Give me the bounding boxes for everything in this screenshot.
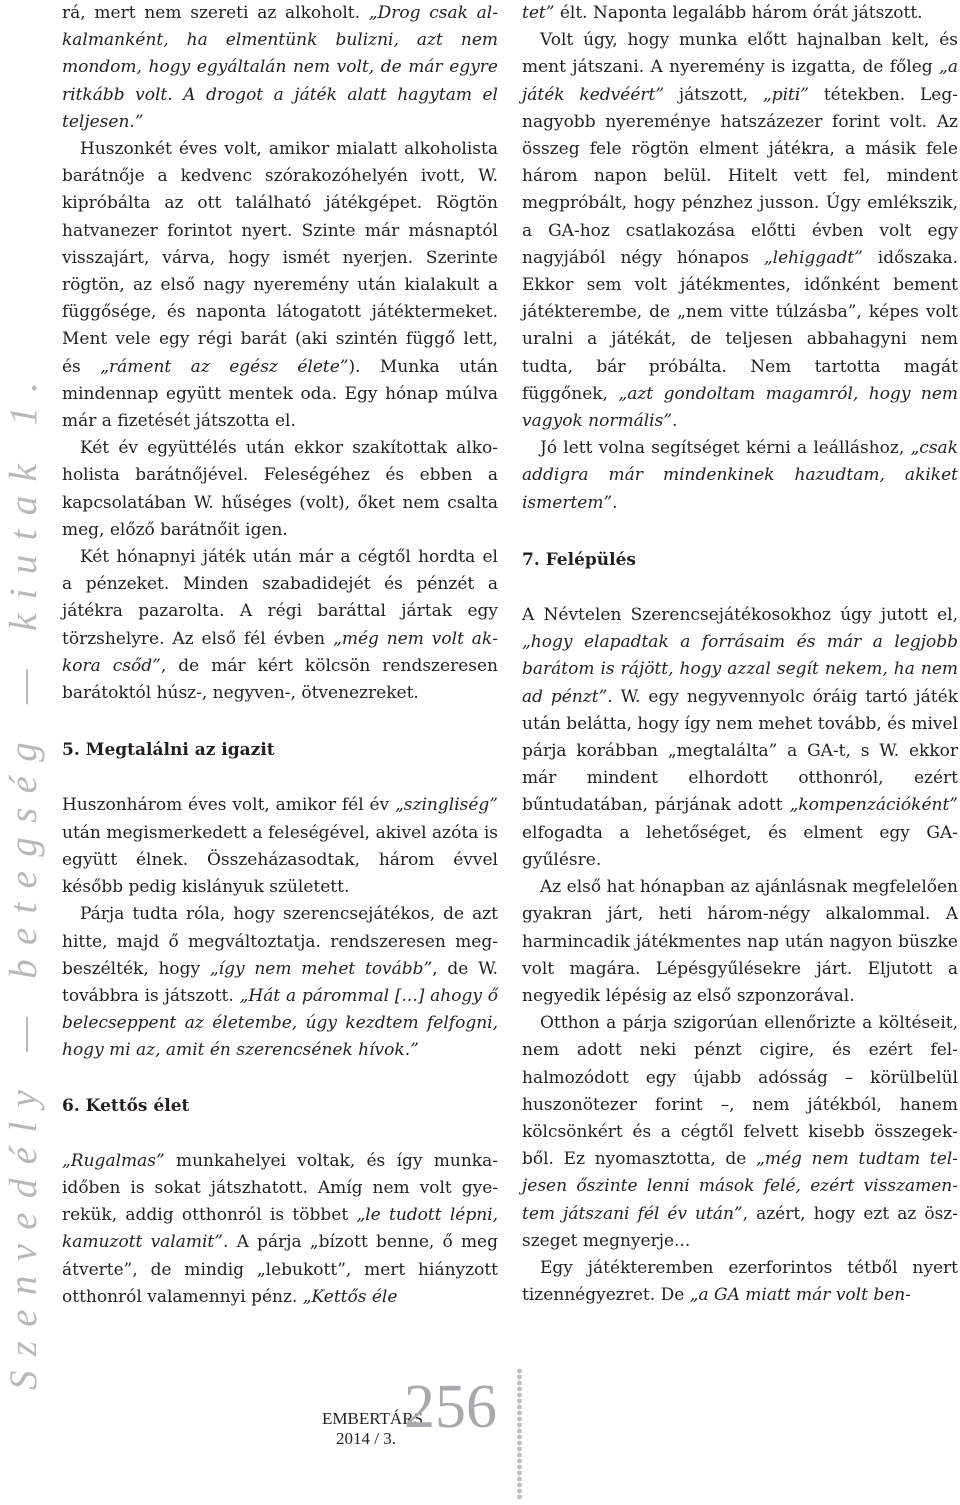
paragraph: Huszonkét éves volt, amikor mialatt alkoholista barátnője a kedvenc szórakozóhelyén ivott, W. kipróbálta az ott található játékgépet. Rögtön hatvanezer forintot nyert. Szinte már másnaptól visszajárt, várva, hogy ismét nyerjen. Szerinte rögtön, az első nagy nyeremény után kialakult a függősége, és naponta látogatott játéktermeket. Ment vele egy régi barát (aki szintén függő lett, és „ráment az egész élete”). Munka után mindennap együtt mentek oda. Egy hónap múlva már a fizetését játszotta el.	[62, 139, 498, 432]
dotted-divider	[515, 1368, 524, 1500]
paragraph: Jó lett volna segítséget kérni a leálláshoz, „csak addigra már mindenkinek hazudtam, akiket ismertem”.	[522, 438, 958, 513]
paragraph: Egy játékteremben ezerforintos tétből nyert tizennégyezret. De „a GA miatt már volt ben-	[522, 1257, 958, 1306]
paragraph: tet” élt. Naponta legalább három órát játszott.	[522, 3, 923, 23]
paragraph: Két hónapnyi játék után már a cégtől hordta el a pénzeket. Minden szabadidejét és pénzét a játékra pazarolta. A régi baráttal jártak egy törzshelyre. Az első fél évben „még nem volt akkora csőd”, de már kért kölcsön rendszeresen barátoktól húsz-, negyven-, ötvenezreket.	[62, 547, 498, 704]
paragraph: „Rugalmas” munkahelyei voltak, és így munkaidőben is sokat játszhatott. Amíg nem volt gyerekük, addig otthonról is többet „le tudott lépni, kamuzott valamit”. A párja „bízott benne, ő meg átverte”, de mindig „lebukott”, mert hiányzott otthonról valamennyi pénz. „Kettős éle	[62, 1150, 499, 1307]
paragraph: A Névtelen Szerencsejátékosokhoz úgy jutott el, „hogy elapadtak a forrásaim és már a legjobb barátom is rájött, hogy azzal segít nekem, ha nem ad pénzt”. W. egy negyvennyolc óráig tartó játék után belátta, hogy így nem mehet tovább, és mivel párja korábban „megtalálta” a GA-t, s W. ekkor már mindent elhordott otthonról, ezért bűntudatában, párjának adott „kompenzációként” elfogadta a lehetőséget, és elment egy GA-gyűlésre.	[522, 605, 958, 870]
section-heading-6: 6. Kettős élet	[62, 1095, 190, 1116]
section-heading-5: 5. Megtalálni az igazit	[62, 740, 275, 761]
running-side-title: Szenvedély — betegség — kiutak 1.	[2, 367, 45, 1390]
journal-name: EMBERTÁRS	[322, 1409, 423, 1428]
paragraph: Párja tudta róla, hogy szerencsejátékos, de azt hitte, majd ő megváltoztatja. rendszeresen megbeszélték, hogy „így nem mehet tovább”, de W. továbbra is játszott. „Hát a párommal [...] ahogy ő belecseppent az életembe, úgy kezdtem felfogni, hogy mi az, amit én szerencsének hívok.”	[62, 904, 498, 1061]
journal-issue: 2014 / 3.	[336, 1429, 396, 1448]
paragraph: Két év együttélés után ekkor szakítottak alkoholista barátnőjével. Feleségéhez és ebben a kapcsolatában W. hűséges (volt), őket nem csalta meg, előző barátnőit igen.	[62, 438, 498, 540]
right-column	[522, 0, 958, 1309]
page-number: 256	[404, 1373, 497, 1441]
paragraph: Az első hat hónapban az ajánlásnak megfelelően gyakran járt, heti három-négy alkalommal. A harmincadik játékmentes nap után nagyon büszke volt magára. Lépésgyűlésekre járt. Eljutott a negyedik lépésig az első szponzorával.	[522, 877, 959, 1006]
journal-info	[322, 1409, 423, 1449]
paragraph: rá, mert nem szereti az alkoholt. „Drog csak alkalmanként, ha elmentünk bulizni, azt nem mondom, hogy egyáltalán nem volt, de már egyre ritkább volt. A drogot a játék alatt hagytam el teljesen.”	[62, 3, 498, 132]
paragraph: Volt úgy, hogy munka előtt hajnalban kelt, és ment játszani. A nyeremény is izgatta, de főleg „a játék kedvéért” játszott, „piti” tétekben. Legnagyobb nyereménye hatszázezer forint volt. Az összeg fele rögtön elment játékra, a másik fele három napon belül. Hitelt vett fel, mindent megpróbált, hogy pénzhez jusson. Úgy emlékszik, a GA-hoz csatlakozása előtti évben volt egy nagyjából négy hónapos „lehiggadt” időszaka. Ekkor sem volt játékmentes, időnként bement játékterembe, de „nem vitte túlzásba”, képes volt uralni a játékát, de teljesen abbahagyni nem tudta, bár próbálta. Nem tartotta magát függőnek, „azt gondoltam magamról, hogy nem vagyok normális”.	[522, 30, 959, 432]
section-heading-7: 7. Felépülés	[522, 549, 636, 570]
left-column	[62, 0, 498, 1311]
paragraph: Huszonhárom éves volt, amikor fél év „szingliség” után megismerkedett a feleségével, akivel azóta is együtt élnek. Összeházasodtak, három évvel később pedig kislányuk született.	[62, 795, 498, 898]
paragraph: Otthon a párja szigorúan ellenőrizte a költéseit, nem adott neki pénzt cigire, és ezért felhalmozódott egy újabb adósság – körülbelül huszonötezer forint –, nem játékból, hanem kölcsönkért és a cégtől felvett kisebb összegekből. Ez nyomasztotta, de „még nem tudtam teljesen őszinte lenni mások felé, ezért visszamentem játszani fél év után”, azért, hogy ezt az öszszeget megnyerje...	[522, 1013, 959, 1251]
